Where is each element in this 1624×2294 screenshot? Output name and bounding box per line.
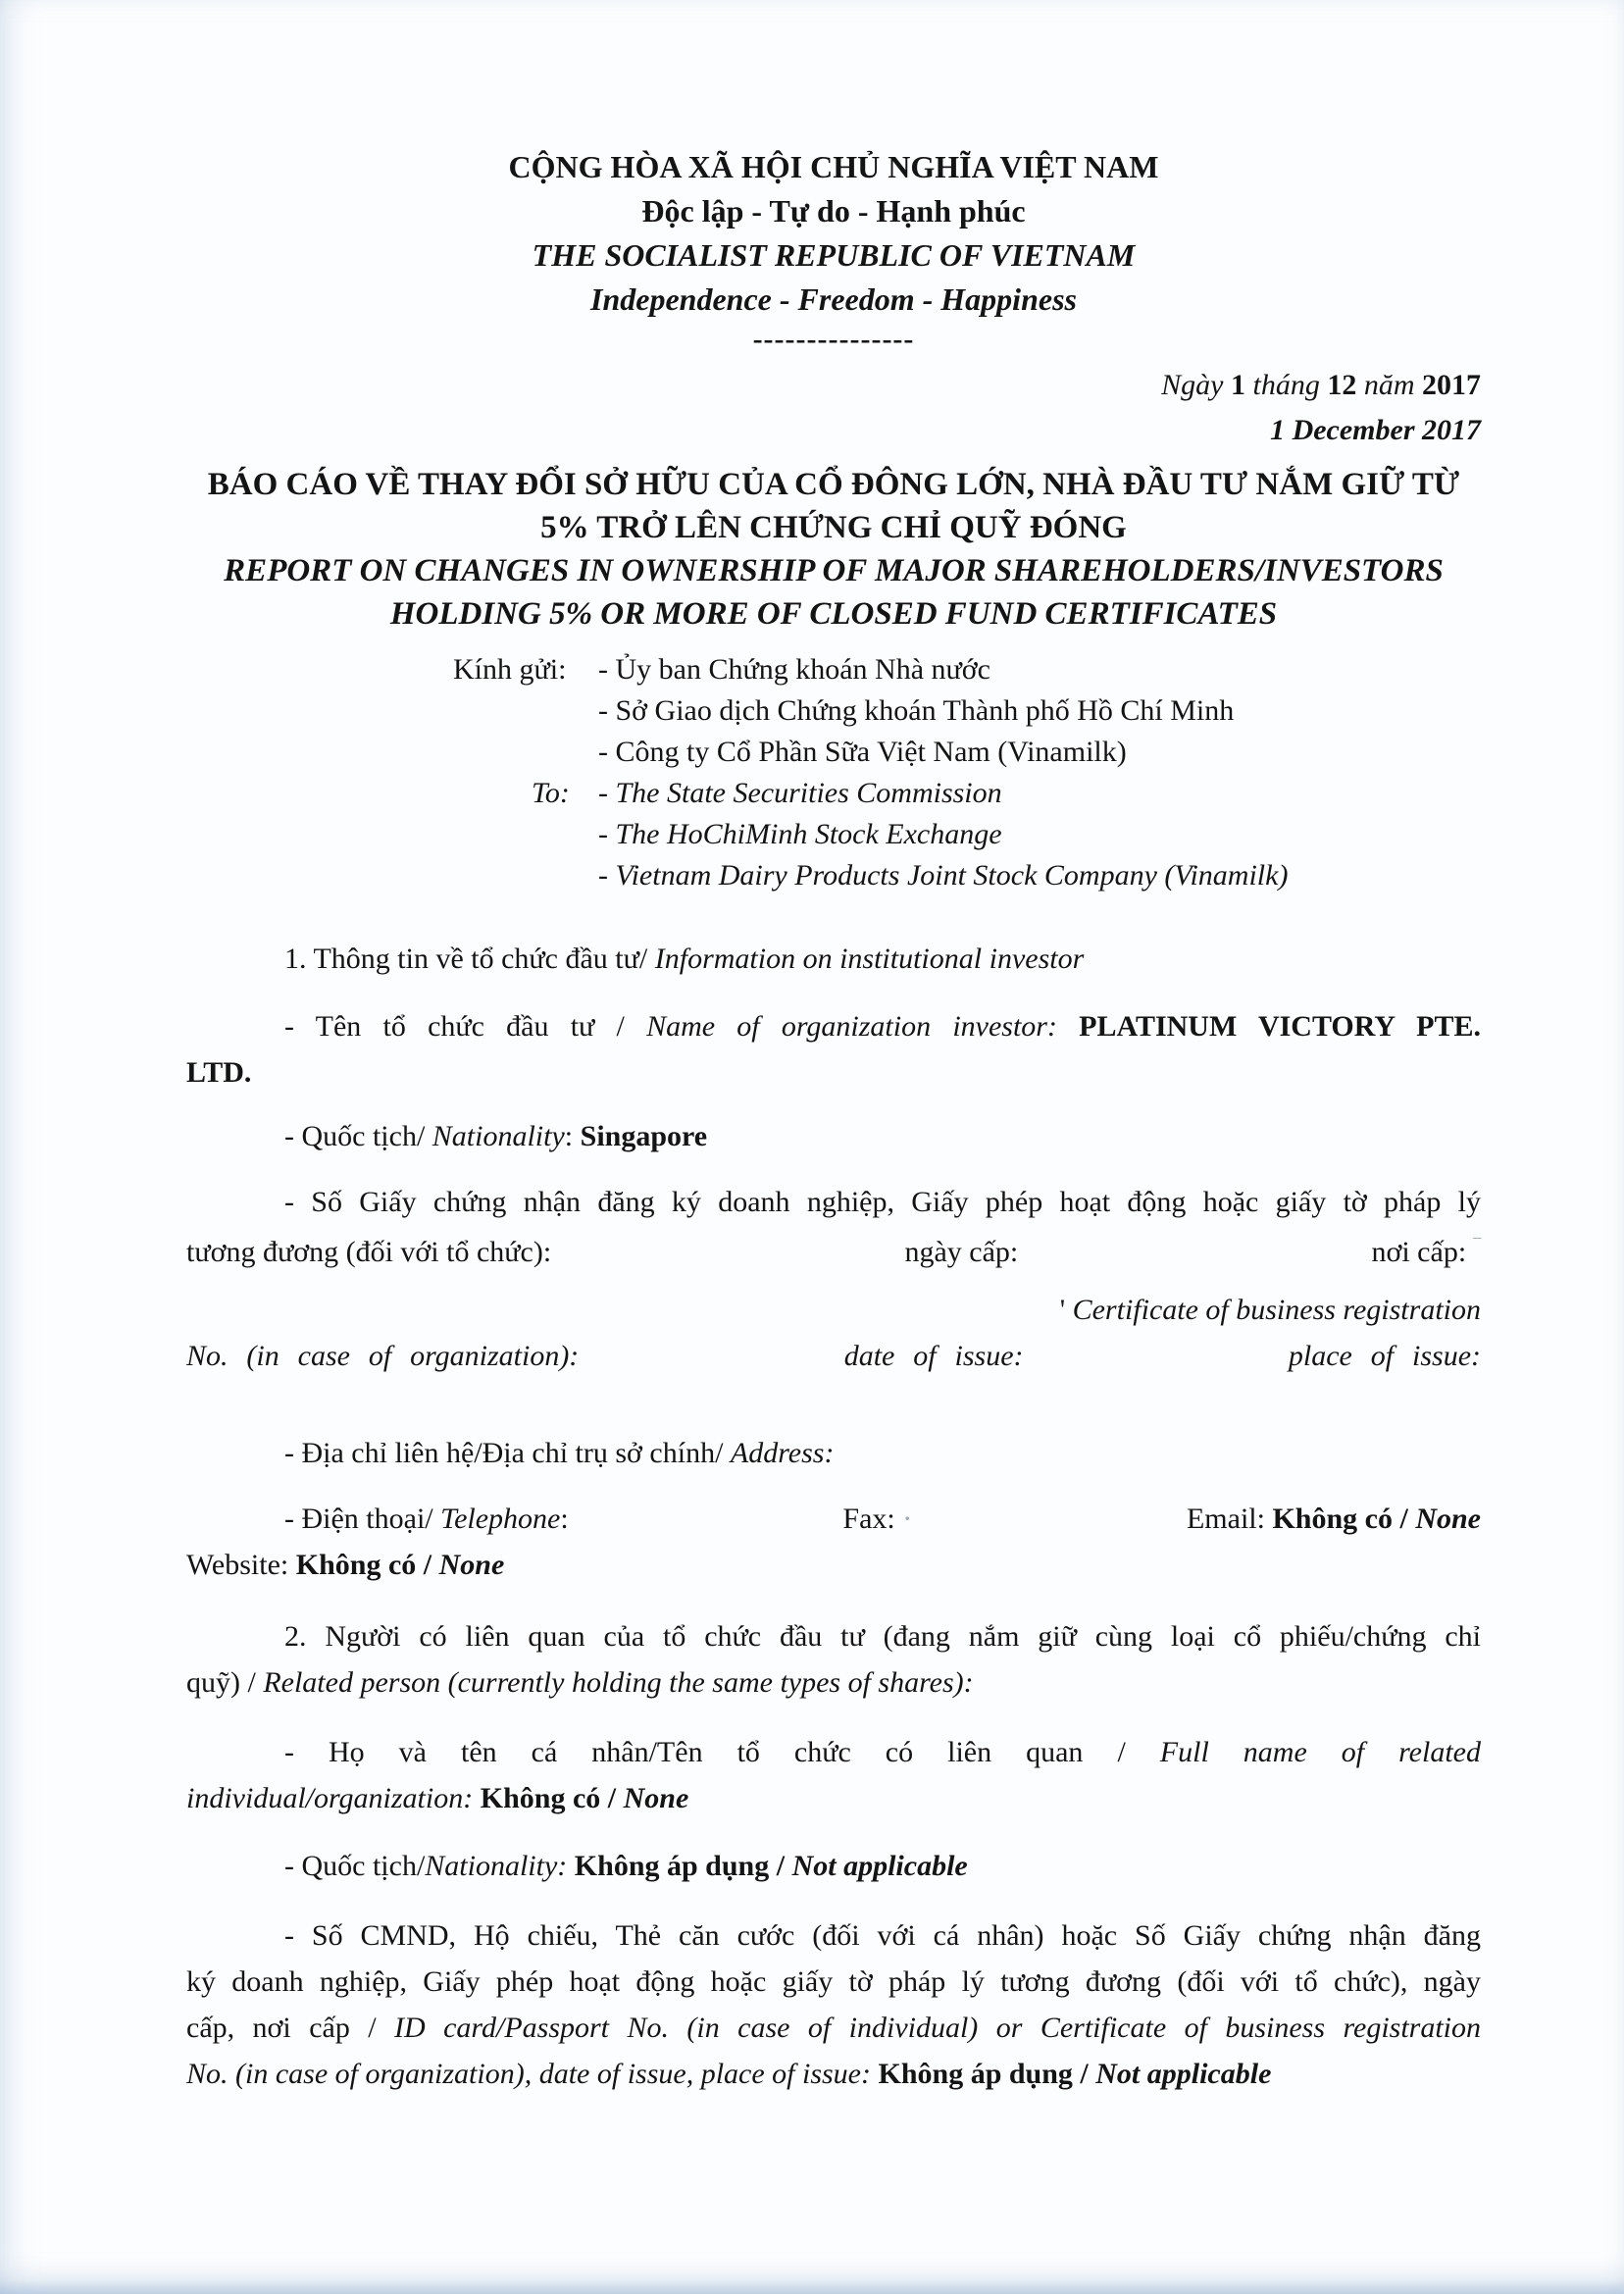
contact-paragraph — [186, 1496, 1481, 1588]
cert-en-text: Certificate of business registration — [1072, 1294, 1481, 1326]
nationality-colon: : — [564, 1120, 581, 1152]
section2-heading-line2 — [186, 1659, 1481, 1706]
section2-heading — [186, 1613, 1481, 1706]
related-nationality-line — [186, 1843, 1481, 1889]
cert-place-text: nơi cấp: — [1371, 1236, 1474, 1268]
related-name-label-en: Full name of related — [1159, 1736, 1481, 1768]
recipients-label-spacer — [453, 690, 598, 732]
fax-label — [842, 1496, 912, 1542]
cert-issue-place-label-en: place of issue: — [1288, 1340, 1481, 1372]
org-name-value: PLATINUM VICTORY PTE. — [1079, 1010, 1481, 1043]
email-label: Email: — [1186, 1503, 1273, 1535]
id-value-en: Not applicable — [1095, 2058, 1272, 2090]
cert-equivalent-label: tương đương (đối với tổ chức): — [186, 1236, 552, 1268]
id-line3 — [186, 2005, 1481, 2051]
related-name-value-en: None — [623, 1782, 689, 1814]
org-name-label-vi: - Tên tổ chức đầu tư / — [284, 1010, 647, 1043]
national-header-line-vi1: CỘNG HÒA XÃ HỘI CHỦ NGHĨA VIỆT NAM — [508, 149, 1159, 184]
scan-artifact-dot: · — [902, 1503, 913, 1535]
related-name-line1 — [186, 1729, 1481, 1775]
report-title — [186, 463, 1481, 636]
report-title-vi-line1: BÁO CÁO VỀ THAY ĐỔI SỞ HỮU CỦA CỔ ĐÔNG LỚN, NHÀ ĐẦU TƯ NẮM GIỮ TỪ — [207, 467, 1460, 502]
fax-text: Fax: — [842, 1503, 903, 1535]
header-divider: --------------- — [752, 323, 915, 355]
recipients-label-spacer — [453, 855, 598, 896]
date-word-thang: tháng — [1244, 369, 1328, 401]
cert-issue-place-label-vi — [1371, 1225, 1481, 1275]
website-value: Không có / — [295, 1549, 439, 1581]
recipient-row — [453, 732, 1481, 773]
national-header-line-vi2: Độc lập - Tự do - Hạnh phúc — [641, 193, 1026, 229]
date-block — [186, 363, 1481, 453]
id-line1: - Số CMND, Hộ chiếu, Thẻ căn cước (đối với cá nhân) hoặc Số Giấy chứng nhận đăng — [284, 1919, 1481, 1952]
section1-heading — [186, 936, 1481, 982]
report-title-en-line2: HOLDING 5% OR MORE OF CLOSED FUND CERTIFICATES — [389, 596, 1278, 632]
recipients-label-spacer — [453, 732, 598, 773]
section2-heading-vi-tail: quỹ) / — [186, 1666, 264, 1699]
recipient-row — [453, 690, 1481, 732]
business-registration-paragraph — [186, 1179, 1481, 1379]
email-value-en: None — [1415, 1503, 1481, 1535]
id-label-vi-tail: cấp, nơi cấp / — [186, 2012, 395, 2044]
recipient-en-3: - Vietnam Dairy Products Joint Stock Company (Vinamilk) — [598, 859, 1289, 892]
related-nationality-label-en: Nationality: — [425, 1850, 575, 1882]
recipient-vi-1: - Ủy ban Chứng khoán Nhà nước — [598, 653, 990, 686]
date-month: 12 — [1327, 369, 1357, 401]
report-title-en-line1: REPORT ON CHANGES IN OWNERSHIP OF MAJOR SHAREHOLDERS/INVESTORS — [224, 553, 1444, 588]
recipient-vi-3: - Công ty Cổ Phần Sữa Việt Nam (Vinamilk) — [598, 736, 1127, 768]
recipients-label-spacer — [453, 814, 598, 855]
related-nationality-value: Không áp dụng / — [574, 1850, 792, 1882]
date-day: 1 — [1230, 369, 1245, 401]
telephone-label — [284, 1496, 569, 1542]
national-header-line-en2: Independence - Freedom - Happiness — [590, 281, 1077, 317]
date-line-en: 1 December 2017 — [1270, 414, 1481, 446]
org-name-line2: LTD. — [186, 1056, 252, 1089]
recipient-row — [453, 773, 1481, 814]
related-name-label-en2: individual/organization: — [186, 1782, 481, 1814]
id-label-en: ID card/Passport No. (in case of individual) or Certificate of business registration — [394, 2012, 1482, 2044]
recipient-row — [453, 855, 1481, 896]
scan-edge-shadow — [0, 2280, 1624, 2294]
recipients-label-en: To: — [532, 777, 570, 809]
related-name-value: Không có / — [480, 1782, 624, 1814]
recipients-label-vi: Kính gửi: — [453, 653, 567, 686]
related-name-label-vi: - Họ và tên cá nhân/Tên tổ chức có liên quan / — [284, 1736, 1160, 1768]
website-value-en: None — [438, 1549, 505, 1581]
scan-artifact-slash: ' — [1059, 1294, 1073, 1326]
national-header — [186, 145, 1481, 357]
telephone-label-vi: - Điện thoại/ — [284, 1503, 441, 1535]
nationality-value: Singapore — [580, 1120, 708, 1152]
scan-artifact-mark: ‾ — [1473, 1236, 1481, 1260]
nationality-label-en: Nationality — [431, 1120, 565, 1152]
cert-issue-date-label-vi: ngày cấp: — [904, 1236, 1019, 1268]
cert-line2 — [186, 1225, 1481, 1275]
date-year: 2017 — [1422, 369, 1481, 401]
recipient-en-2: - The HoChiMinh Stock Exchange — [598, 818, 1002, 850]
id-value: Không áp dụng / — [878, 2058, 1096, 2090]
related-name-line2 — [186, 1775, 1481, 1821]
telephone-colon: : — [560, 1503, 569, 1535]
report-title-vi-line2: 5% TRỞ LÊN CHỨNG CHỈ QUỸ ĐÓNG — [540, 510, 1127, 545]
cert-line4 — [186, 1333, 1481, 1379]
section1-heading-vi: 1. Thông tin về tổ chức đầu tư/ — [284, 943, 655, 975]
related-nationality-value-en: Not applicable — [791, 1850, 968, 1882]
date-line-vi — [186, 363, 1481, 408]
address-line — [186, 1430, 1481, 1476]
email-field — [1187, 1496, 1481, 1542]
id-line2: ký doanh nghiệp, Giấy phép hoạt động hoặc giấy tờ pháp lý tương đương (đối với tổ chức), ngày — [186, 1965, 1481, 1998]
telephone-line — [186, 1496, 1481, 1542]
address-label-vi: - Địa chỉ liên hệ/Địa chỉ trụ sở chính/ — [284, 1437, 731, 1469]
id-line4 — [186, 2051, 1481, 2097]
national-header-line-en1: THE SOCIALIST REPUBLIC OF VIETNAM — [532, 237, 1136, 273]
website-label: Website: — [186, 1549, 296, 1581]
recipients-block — [453, 649, 1481, 896]
id-label-en2: No. (in case of organization), date of issue, place of issue: — [186, 2058, 879, 2090]
email-value: Không có / — [1272, 1503, 1416, 1535]
recipient-row — [453, 814, 1481, 855]
org-name-line1 — [186, 1003, 1481, 1049]
address-label-en: Address: — [730, 1437, 835, 1469]
id-paragraph — [186, 1912, 1481, 2097]
org-name-label-en: Name of organization investor: — [646, 1010, 1080, 1043]
section2-heading-line1: 2. Người có liên quan của tổ chức đầu tư (đang nắm giữ cùng loại cổ phiếu/chứng chỉ — [284, 1620, 1481, 1653]
section1-heading-en: Information on institutional investor — [654, 943, 1085, 975]
org-name-paragraph — [186, 1003, 1481, 1096]
related-nationality-label-vi: - Quốc tịch/ — [284, 1850, 426, 1882]
related-person-name-paragraph — [186, 1729, 1481, 1821]
cert-issue-date-label-en: date of issue: — [843, 1340, 1024, 1372]
cert-line1: - Số Giấy chứng nhận đăng ký doanh nghiệp, Giấy phép hoạt động hoặc giấy tờ pháp lý — [284, 1186, 1481, 1218]
section2-heading-en: Related person (currently holding the same types of shares): — [263, 1666, 974, 1699]
nationality-label-vi: - Quốc tịch/ — [284, 1120, 432, 1152]
nationality-line — [186, 1113, 1481, 1159]
recipient-vi-2: - Sở Giao dịch Chứng khoán Thành phố Hồ Chí Minh — [598, 694, 1235, 727]
cert-line3 — [186, 1287, 1481, 1333]
date-word-ngay: Ngày — [1161, 369, 1231, 401]
recipient-en-1: - The State Securities Commission — [598, 777, 1002, 809]
website-line — [186, 1542, 1481, 1588]
telephone-label-en: Telephone — [440, 1503, 561, 1535]
date-word-nam: năm — [1356, 369, 1422, 401]
cert-no-label-en: No. (in case of organization): — [186, 1340, 580, 1372]
recipient-row — [453, 649, 1481, 690]
